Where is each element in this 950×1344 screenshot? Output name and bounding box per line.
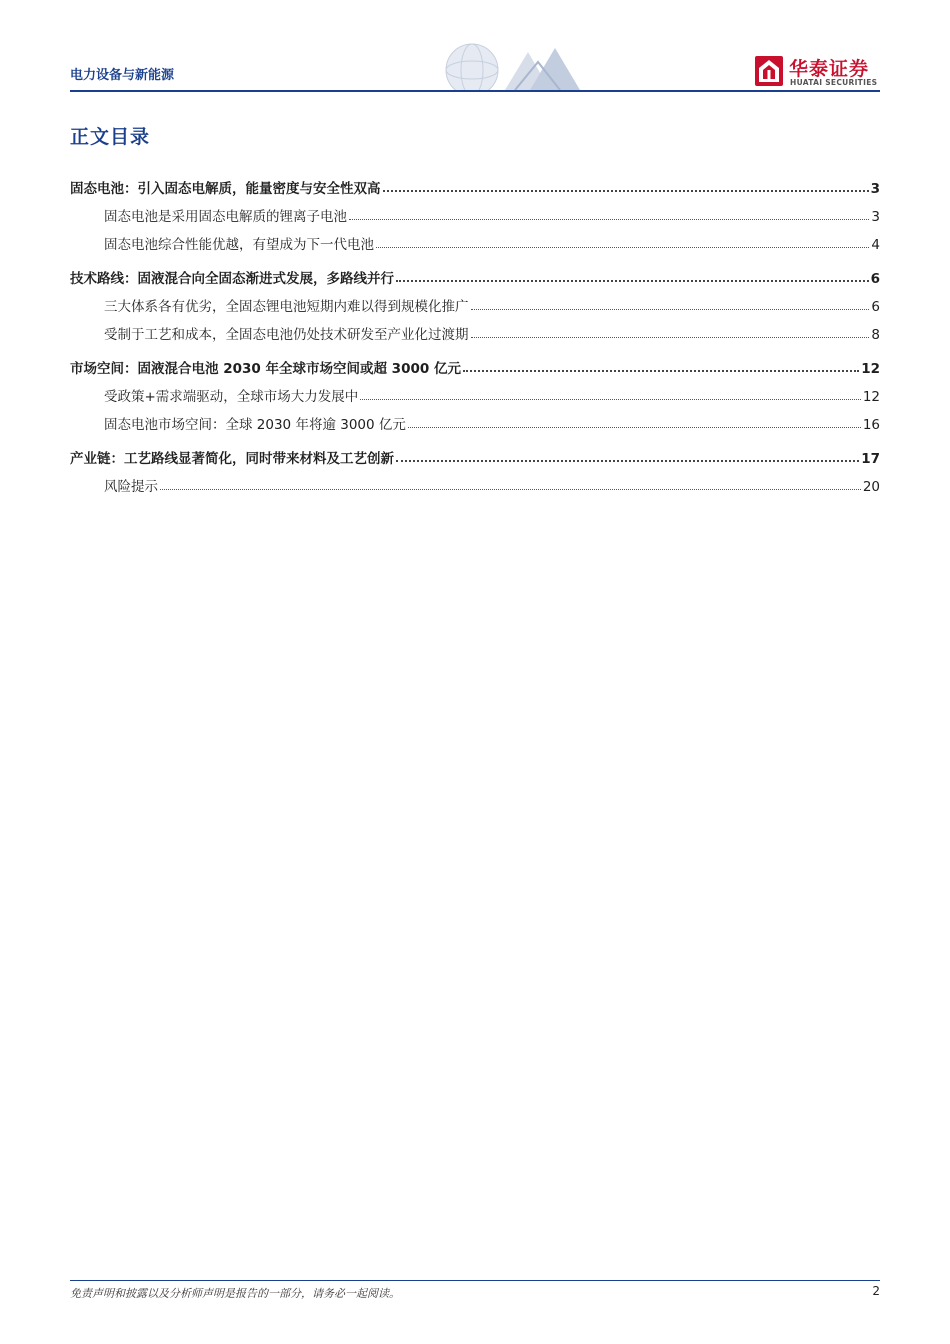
toc-entry-text: 固态电池是采用固态电解质的锂离子电池 [104,209,347,225]
toc-leader-dots [360,399,861,400]
toc-leader-dots [471,337,870,338]
logo-chinese-name: 华泰证券 [789,58,870,80]
toc-entry-page: 20 [862,479,880,495]
toc-title: 正文目录 [70,126,151,148]
toc-leader-dots [349,219,869,220]
toc-entry-text: 受政策+需求端驱动，全球市场大力发展中 [104,389,359,405]
header-divider [70,90,880,92]
toc-entry[interactable] [70,470,880,498]
footer-divider [70,1280,880,1281]
toc-leader-dots [160,489,861,490]
page-number: 2 [872,1284,880,1298]
toc-entry[interactable] [70,442,880,470]
toc-entry[interactable] [70,172,880,200]
toc-entry[interactable] [70,228,880,256]
toc-entry[interactable] [70,380,880,408]
toc-entry[interactable] [70,318,880,346]
toc-leader-dots [408,427,861,428]
toc-entry[interactable] [70,262,880,290]
toc-entry-text: 固态电池市场空间：全球 2030 年将逾 3000 亿元 [104,417,406,433]
toc-leader-dots [383,190,869,192]
toc-entry-text: 风险提示 [104,479,158,495]
toc-entry-text: 技术路线：固液混合向全固态渐进式发展，多路线并行 [70,271,394,287]
toc-entry[interactable] [70,408,880,436]
toc-entry-page: 4 [871,237,880,253]
toc-entry[interactable] [70,290,880,318]
toc-entry-page: 3 [870,181,880,197]
toc-entry-text: 三大体系各有优劣，全固态锂电池短期内难以得到规模化推广 [104,299,469,315]
footer-disclaimer: 免责声明和披露以及分析师声明是报告的一部分，请务必一起阅读。 [70,1287,400,1300]
toc-leader-dots [396,280,869,282]
toc-leader-dots [471,309,870,310]
header-section-title: 电力设备与新能源 [70,68,175,83]
toc-leader-dots [396,460,859,462]
toc-entry-page: 16 [862,417,880,433]
toc-entry-page: 3 [871,209,880,225]
toc-entry-page: 8 [871,327,880,343]
toc-entry-text: 受制于工艺和成本，全固态电池仍处技术研发至产业化过渡期 [104,327,469,343]
toc-leader-dots [376,247,869,248]
toc-entry-page: 6 [871,299,880,315]
toc-entry-page: 12 [861,361,880,377]
toc-entry-text: 产业链：工艺路线显著简化，同时带来材料及工艺创新 [70,451,394,467]
toc-leader-dots [463,370,859,372]
toc-entry-page: 6 [870,271,880,287]
logo-english-name: HUATAI SECURITIES [790,78,878,87]
toc-entry-text: 固态电池综合性能优越，有望成为下一代电池 [104,237,374,253]
toc-entry-text: 固态电池：引入固态电解质，能量密度与安全性双高 [70,181,381,197]
toc-entry-page: 17 [861,451,880,467]
table-of-contents [70,172,880,498]
toc-entry[interactable] [70,200,880,228]
huatai-logo-mark-icon [755,56,783,86]
toc-entry[interactable] [70,352,880,380]
huatai-logo [755,54,880,88]
toc-entry-text: 市场空间：固液混合电池 2030 年全球市场空间或超 3000 亿元 [70,361,461,377]
globe-watermark-icon [410,40,590,90]
toc-entry-page: 12 [862,389,880,405]
